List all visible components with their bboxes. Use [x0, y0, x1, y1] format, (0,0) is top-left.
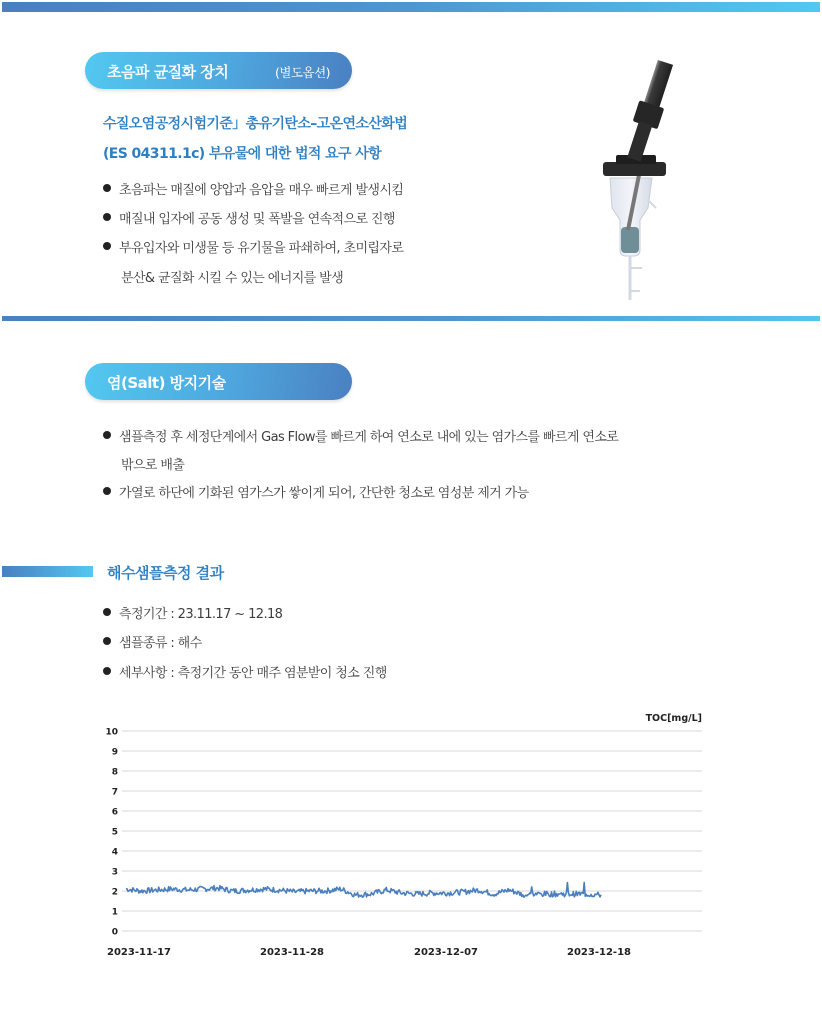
section-marker-bar — [2, 566, 93, 577]
bullet-item: 측정기간 : 23.11.17 ~ 12.18 — [103, 603, 282, 622]
bullet-dot-icon — [103, 242, 111, 250]
bullet-item: 샘플측정 후 세정단계에서 Gas Flow를 빠르게 하여 연소로 내에 있는 염가스를 빠르게 연소로 — [103, 426, 618, 445]
chart-x-axis — [107, 947, 631, 958]
pill-title: 초음파 균질화 장치 — [107, 63, 229, 81]
bullet-dot-icon — [103, 213, 111, 221]
ultrasonic-probe-image — [590, 60, 690, 305]
regulation-headline-1: 수질오염공정시험기준」총유기탄소–고온연소산화법 — [103, 116, 408, 132]
svg-text:2: 2 — [111, 887, 118, 898]
svg-text:2023-11-28: 2023-11-28 — [260, 947, 324, 958]
bullet-item: 매질내 입자에 공동 생성 및 폭발을 연속적으로 진행 — [103, 208, 395, 227]
top-gradient-bar — [2, 2, 820, 12]
bullet-continuation: 분산& 균질화 시킬 수 있는 에너지를 발생 — [121, 271, 344, 286]
svg-text:10: 10 — [105, 727, 118, 738]
regulation-headline-2: (ES 04311.1c) 부유물에 대한 법적 요구 사항 — [103, 146, 382, 162]
bullet-dot-icon — [103, 637, 111, 645]
svg-text:2023-12-07: 2023-12-07 — [414, 947, 478, 958]
bullet-item: 초음파는 매질에 양압과 음압을 매우 빠르게 발생시킴 — [103, 179, 403, 198]
bullet-dot-icon — [103, 184, 111, 192]
svg-text:2023-12-18: 2023-12-18 — [567, 947, 631, 958]
bullet-item: 부유입자와 미생물 등 유기물을 파쇄하여, 초미립자로 — [103, 237, 403, 256]
chart-unit-label: TOC[mg/L] — [645, 713, 702, 724]
section-title-seawater: 해수샘플측정 결과 — [107, 564, 224, 582]
bullet-dot-icon — [103, 608, 111, 616]
section-pill-salt — [85, 363, 352, 400]
bullet-item: 샘플종류 : 해수 — [103, 632, 202, 651]
chart-series-line — [126, 882, 601, 897]
svg-text:5: 5 — [111, 827, 118, 838]
bullet-item: 가열로 하단에 기화된 염가스가 쌓이게 되어, 간단한 청소로 염성분 제거 가능 — [103, 482, 529, 501]
chart-gridlines — [122, 731, 702, 931]
bullet-dot-icon — [103, 431, 111, 439]
svg-text:0: 0 — [111, 927, 118, 938]
svg-text:1: 1 — [111, 907, 118, 918]
svg-text:9: 9 — [111, 747, 118, 758]
bullet-dot-icon — [103, 667, 111, 675]
svg-text:7: 7 — [111, 787, 118, 798]
svg-text:2023-11-17: 2023-11-17 — [107, 947, 171, 958]
svg-text:4: 4 — [111, 847, 118, 858]
pill-title: 염(Salt) 방지기술 — [107, 374, 226, 392]
pill-subtitle: (별도옵션) — [275, 65, 331, 80]
bullet-dot-icon — [103, 487, 111, 495]
toc-line-chart — [0, 700, 822, 980]
section-divider — [2, 316, 820, 321]
bullet-continuation: 밖으로 배출 — [121, 458, 185, 473]
svg-text:6: 6 — [111, 807, 118, 818]
svg-text:3: 3 — [111, 867, 118, 878]
chart-y-axis — [105, 728, 118, 938]
bullet-item: 세부사항 : 측정기간 동안 매주 염분받이 청소 진행 — [103, 662, 387, 681]
svg-text:8: 8 — [111, 767, 118, 778]
section-pill-ultrasonic — [85, 52, 352, 89]
